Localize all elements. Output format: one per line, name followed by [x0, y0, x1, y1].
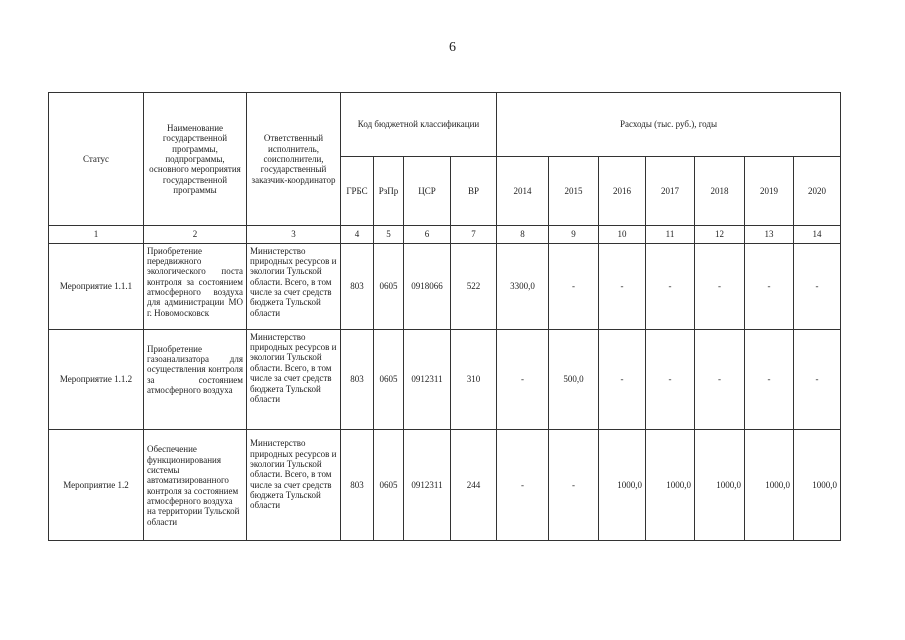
row-value: 1000,0	[794, 430, 841, 541]
row-name: Обеспечение функционирования системы автоматизированного контроля за состоянием атмосферного воздуха на территории Тульской области	[144, 430, 247, 541]
column-number: 6	[404, 226, 451, 243]
column-number: 3	[247, 226, 341, 243]
row-status: Мероприятие 1.2	[49, 430, 144, 541]
header-code-grbs: ГРБС	[341, 156, 374, 226]
column-number: 2	[144, 226, 247, 243]
header-year: 2014	[497, 156, 549, 226]
header-code-csr: ЦСР	[404, 156, 451, 226]
header-expenses: Расходы (тыс. руб.), годы	[497, 93, 841, 157]
row-csr: 0912311	[404, 329, 451, 429]
row-vr: 522	[451, 243, 497, 329]
column-number: 9	[549, 226, 599, 243]
header-year: 2015	[549, 156, 599, 226]
row-status: Мероприятие 1.1.2	[49, 329, 144, 429]
column-number: 7	[451, 226, 497, 243]
budget-table	[48, 92, 841, 541]
header-year: 2016	[599, 156, 646, 226]
column-number: 5	[374, 226, 404, 243]
row-value: -	[599, 329, 646, 429]
row-value: 1000,0	[599, 430, 646, 541]
column-number: 11	[646, 226, 695, 243]
column-number: 14	[794, 226, 841, 243]
row-csr: 0918066	[404, 243, 451, 329]
header-year: 2020	[794, 156, 841, 226]
row-vr: 244	[451, 430, 497, 541]
row-grbs: 803	[341, 329, 374, 429]
row-status: Мероприятие 1.1.1	[49, 243, 144, 329]
row-name: Приобретение передвижного экологического поста контроля за состоянием атмосферного воздуха для администрации МО г. Новомосковск	[144, 243, 247, 329]
column-number: 10	[599, 226, 646, 243]
column-number-row	[49, 226, 841, 243]
header-budget-code: Код бюджетной классификации	[341, 93, 497, 157]
row-grbs: 803	[341, 243, 374, 329]
row-rzpr: 0605	[374, 430, 404, 541]
row-value: 3300,0	[497, 243, 549, 329]
row-value: 1000,0	[745, 430, 794, 541]
row-rzpr: 0605	[374, 329, 404, 429]
row-name: Приобретение газоанализатора для осуществления контроля за состоянием атмосферного воздуха	[144, 329, 247, 429]
row-value: -	[745, 329, 794, 429]
header-code-rzpr: РзПр	[374, 156, 404, 226]
row-value: -	[794, 243, 841, 329]
header-year: 2018	[695, 156, 745, 226]
row-csr: 0912311	[404, 430, 451, 541]
row-value: -	[497, 430, 549, 541]
row-value: -	[646, 329, 695, 429]
header-year: 2017	[646, 156, 695, 226]
row-value: -	[695, 243, 745, 329]
header-status: Статус	[49, 93, 144, 226]
row-responsible: Министерство природных ресурсов и экологии Тульской области. Всего, в том числе за счет средств бюджета Тульской области	[247, 430, 341, 541]
header-name: Наименование государственной программы, подпрограммы, основного мероприятия государственной программы	[144, 93, 247, 226]
row-vr: 310	[451, 329, 497, 429]
row-value: -	[549, 243, 599, 329]
row-value: -	[497, 329, 549, 429]
column-number: 13	[745, 226, 794, 243]
row-value: -	[794, 329, 841, 429]
row-responsible: Министерство природных ресурсов и экологии Тульской области. Всего, в том числе за счет средств бюджета Тульской области	[247, 329, 341, 429]
header-code-vr: ВР	[451, 156, 497, 226]
header-responsible: Ответственный исполнитель, соисполнители, государственный заказчик-координатор	[247, 93, 341, 226]
row-grbs: 803	[341, 430, 374, 541]
row-responsible: Министерство природных ресурсов и экологии Тульской области. Всего, в том числе за счет средств бюджета Тульской области	[247, 243, 341, 329]
column-number: 8	[497, 226, 549, 243]
header-year: 2019	[745, 156, 794, 226]
column-number: 12	[695, 226, 745, 243]
row-value: -	[745, 243, 794, 329]
row-value: 1000,0	[695, 430, 745, 541]
row-value: -	[549, 430, 599, 541]
row-value: -	[599, 243, 646, 329]
row-value: -	[695, 329, 745, 429]
row-rzpr: 0605	[374, 243, 404, 329]
row-value: 500,0	[549, 329, 599, 429]
column-number: 1	[49, 226, 144, 243]
column-number: 4	[341, 226, 374, 243]
row-value: -	[646, 243, 695, 329]
row-value: 1000,0	[646, 430, 695, 541]
page-number: 6	[449, 40, 456, 55]
table-row	[49, 243, 841, 329]
table-row	[49, 329, 841, 429]
table-row	[49, 430, 841, 541]
